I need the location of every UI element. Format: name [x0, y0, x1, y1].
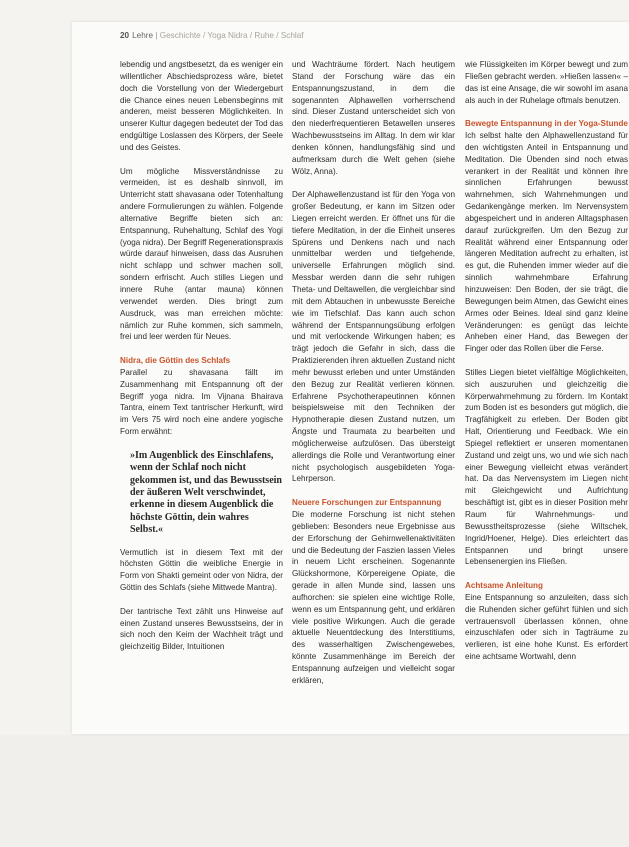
paragraph: lebendig und angstbesetzt, da es weniger ein willentlicher Abschiedsprozess wäre, bietet doch die Vorstellung von der Wiedergeburt die Chance eines neuen Lebensbeginns mit anderen, meist besseren Möglichkeiten. In unserer Kultur dagegen bedeutet der Tod das endgültige Loslassen des Körpers, der Seele und des Geistes. — [120, 60, 283, 152]
paragraph: Parallel zu shavasana fällt im Zusammenhang mit Entspannung oft der Begriff yoga nidra. Im Vijnana Bhairava Tantra, einem Text tantrischer Herkunft, wird im Vers 75 wird noch eine andere yogische Form erwähnt: — [120, 367, 283, 437]
section-heading: Neuere Forschungen zur Entspannung — [292, 498, 442, 508]
magazine-page — [72, 22, 629, 734]
paragraph: Um mögliche Missverständnisse zu vermeiden, ist es deshalb sinnvoll, im Unterricht statt shavasana oder Totenhaltung andere Formulierungen zu wählen. Folgende alternative Begriffe bieten sich an: Entspannung, Ruhehaltung, Schlaf des Yogi (yoga nidra). Der Begriff Regenerationspraxis würde darauf hinweisen, dass das Ausruhen nicht schlapp und schwer machen soll, sondern erfrischt. Auch stilles Liegen und innere Ruhe (antar mauna) können verwendet werden. Dies bringt zum Ausdruck, was man erreichen möchte: nämlich zur Ruhe kommen, sich sammeln, frei und leer werden für Neues. — [120, 166, 283, 342]
section-heading: Bewegte Entspannung in der Yoga-Stunde — [465, 119, 628, 129]
pull-quote: »Im Augenblick des Einschlafens, wenn der Schlaf noch nicht gekommen ist, und das Bewusstsein der äußeren Welt verschwindet, erkenne in diesem Augenblick die höchste Göttin, dein wahres Selbst.« — [130, 449, 282, 536]
paragraph: Die moderne Forschung ist nicht stehen geblieben: Besonders neue Ergebnisse aus der Erforschung der Gehirnwellenaktivitäten und die Bedeutung der Faszien lassen Vieles in neuem Licht erscheinen. Sogenannte Glückshormone, Körpereigene Opiate, die gerade in allen Munde sind, lassen uns aufhorchen: sie spielen eine wichtige Rolle, wenn es um Entspannung geht, und erklären viele positive Wirkungen. Auch die gerade aktuelle Neuentdeckung des Interstitiums, des wasserhaltigen Zwischengewebes, könnte Zusammenhänge im Bereich der Entspannung aufzeigen und vielleicht sogar erklären, — [292, 509, 455, 685]
running-header: 20 Lehre | Geschichte / Yoga Nidra / Ruhe / Schlaf — [120, 31, 304, 40]
paragraph: Ich selbst halte den Alphawellenzustand für den wichtigsten Anteil in Entspannung und Meditation. Die Übenden sind noch etwas verankert in der Realität und können ihre sinnlichen Erfahrungen bewusst wahrnehmen, sich Wahrnehmungen und Gedankengänge merken. Im Nervensystem abgespeichert und in anderen Alltagsphasen darauf zurückgreifen. Um den Bezug zur Realität während einer Entspannung oder längeren Meditation aufrecht zu erhalten, ist es gut, die Ruhenden immer wieder auf die sinnlich wahrnehmbare Erfahrung hinzuweisen: Den Boden, der sie trägt, die Bewegungen beim Atmen, das Gewicht eines Armes oder Beines. Ideal sind ganz kleine Veränderungen: es genügt das leichte Anheben einer Hand, das Bewegen der Finger oder das Rollen über die Ferse. — [465, 131, 628, 354]
paragraph: wie Flüssigkeiten im Körper bewegt und zum Fließen gebracht werden. »Hießen lassen« – das ist eine Ansage, die wir sowohl im asana als auch in der Ruhelage oftmals benutzen. — [465, 60, 628, 105]
breadcrumb: Geschichte / Yoga Nidra / Ruhe / Schlaf — [159, 31, 304, 40]
paragraph: Der tantrische Text zählt uns Hinweise auf einen Zustand unseres Bewusstseins, der in sich noch den Keim der Wachheit trägt und gleichzeitig Bilder, Intuitionen — [120, 606, 283, 652]
section-heading: Achtsame Anleitung — [465, 580, 543, 590]
text-column-2 — [292, 59, 455, 731]
section-heading: Nidra, die Göttin des Schlafs — [120, 356, 231, 365]
text-column-3 — [465, 59, 628, 731]
page-number: 20 — [120, 31, 130, 40]
paragraph: Stilles Liegen bietet vielfältige Möglichkeiten, sich auszuruhen und gleichzeitig die Körperwahrnehmung zu fördern. Im Kontakt zum Boden ist es besonders gut möglich, die Tragfähigkeit zu erleben. Der Boden gibt Halt, Orientierung und Feedback. Wie ein Spiegel reflektiert er unseren momentanen Zustand und zeigt uns, wo und wie sich nach einer Bewegung vielleicht etwas verändert hat. Da das Nervensystem im Liegen nicht mit Gleichgewicht und Aufrichtung beschäftigt ist, gibt es in dieser Position mehr Raum für Wahrnehmungs- und Bewusstheitsprozesse (siehe Wiltschek, Ingrid/Hoener, Helge). Dies erleichtert das Entspannen und bringt unsere Lebensenergien ins Fließen. — [465, 367, 628, 567]
section-label: Lehre — [132, 31, 154, 40]
scan-margin — [0, 735, 629, 847]
paragraph: Der Alphawellenzustand ist für den Yoga von großer Bedeutung, er kann im Sitzen oder Liegen erreicht werden. Er öffnet uns für die tiefere Meditation, in der die Einheit unseres Spürens und Denkens nach und nach unmittelbar werden und tiefgehende, universelle Erfahrungen möglich sind. Messbar werden dann die sehr ruhigen Theta- und Deltawellen, die vergleichbar sind mit dem Abtauchen in unbewusste Bereiche wie im Tiefschlaf. Das kann auch schon während der Entspannungsübung erfolgen und mit verlockende Wirkungen haben; es trägt jedoch die Gefahr in sich, dass die Praktizierenden ihren aktuellen Zustand nicht mehr bewusst erleben und unter Umständen den Bezug zur Realität verlieren können. Erfahrene Psychotherapeutinnen können beispielsweise mit den Techniken der Hypnotherapie diesen Zustand nutzen, um Ängste und Traumata zu bearbeiten und möglicherweise aufzulösen. Das übersteigt allerdings die Rolle und Verantwortung einer nicht psychologisch ausgebildeten Yoga-Lehrperson. — [292, 190, 455, 484]
paragraph: Eine Entspannung so anzuleiten, dass sich die Ruhenden sicher geführt fühlen und sich vertrauensvoll überlassen können, ohne einzuschlafen oder sich in Tagträume zu verlieren, ist eine hohe Kunst. Es erfordert eine achtsame Wortwahl, denn — [465, 592, 628, 662]
text-column-1 — [120, 59, 283, 731]
paragraph: und Wachträume fördert. Nach heutigem Stand der Forschung wäre das ein Entspannungszustand, in dem die sogenannten Alphawellen vorherrschend sind. Dieser Zustand unterscheidet sich von den niederfrequentieren Betawellen unseres Wachbewusstseins im Alltag. In dem wir klar denken können, handlungsfähig sind und aufmerksam durch die Welt gehen (siehe Wölz, Anna). — [292, 60, 455, 176]
paragraph: Vermutlich ist in diesem Text mit der höchsten Göttin die weibliche Energie in Form von Shakti gemeint oder von Nidra, der Göttin des Schlafs (siehe Mittwede Mantra). — [120, 547, 283, 593]
